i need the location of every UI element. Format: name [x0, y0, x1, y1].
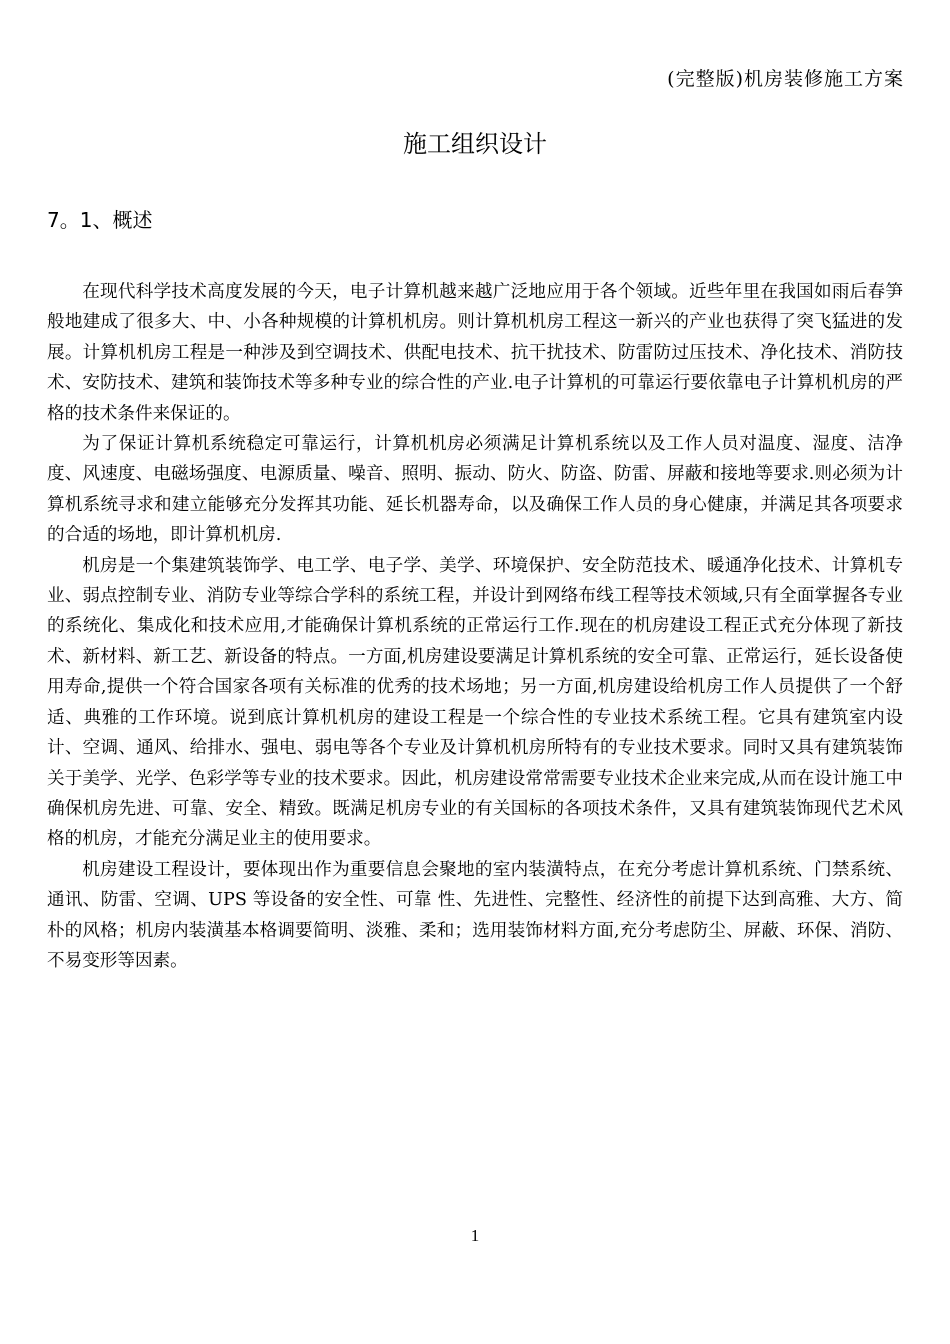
paragraph: 机房建设工程设计，要体现出作为重要信息会聚地的室内装潢特点，在充分考虑计算机系统、门禁系统、通讯、防雷、空调、UPS 等设备的安全性、可靠 性、先进性、完整性、经济性的前提下达到高雅、大方、简朴的风格；机房内装潢基本格调要简明、淡雅、柔和；选用装饰材料方面,充分考虑防尘、屏蔽、环保、消防、不易变形等因素。: [47, 859, 903, 971]
paragraph: 机房是一个集建筑装饰学、电工学、电子学、美学、环境保护、安全防范技术、暖通净化技术、计算机专业、弱点控制专业、消防专业等综合学科的系统工程，并设计到网络布线工程等技术领域,只有全面掌握各专业的系统化、集成化和技术应用,才能确保计算机系统的正常运行工作.现在的机房建设工程正式充分体现了新技术、新材料、新工艺、新设备的特点。一方面,机房建设要满足计算机系统的安全可靠、正常运行，延长设备使用寿命,提供一个符合国家各项有关标准的优秀的技术场地；另一方面,机房建设给机房工作人员提供了一个舒适、典雅的工作环境。说到底计算机机房的建设工程是一个综合性的专业技术系统工程。它具有建筑室内设计、空调、通风、给排水、强电、弱电等各个专业及计算机机房所特有的专业技术要求。同时又具有建筑装饰关于美学、光学、色彩学等专业的技术要求。因此，机房建设常常需要专业技术企业来完成,从而在设计施工中确保机房先进、可靠、安全、精致。既满足机房专业的有关国标的各项技术条件，又具有建筑装饰现代艺术风格的机房，才能充分满足业主的使用要求。: [47, 555, 903, 850]
body-text: [47, 277, 903, 976]
document-title: 施工组织设计: [403, 130, 547, 158]
paragraph: 为了保证计算机系统稳定可靠运行，计算机机房必须满足计算机系统以及工作人员对温度、湿度、洁净度、风速度、电磁场强度、电源质量、噪音、照明、振动、防火、防盗、防雷、屏蔽和接地等要求.则必须为计算机系统寻求和建立能够充分发挥其功能、延长机器寿命，以及确保工作人员的身心健康，并满足其各项要求的合适的场地，即计算机机房.: [47, 434, 903, 546]
paragraph: 在现代科学技术高度发展的今天，电子计算机越来越广泛地应用于各个领域。近些年里在我国如雨后春笋般地建成了很多大、中、小各种规模的计算机机房。则计算机机房工程这一新兴的产业也获得了突飞猛进的发展。计算机机房工程是一种涉及到空调技术、供配电技术、抗干扰技术、防雷防过压技术、净化技术、消防技术、安防技术、建筑和装饰技术等多种专业的综合性的产业.电子计算机的可靠运行要依靠电子计算机机房的严格的技术条件来保证的。: [47, 282, 903, 424]
page-number: 1: [470, 1226, 480, 1245]
section-heading: 7。1、概述: [47, 208, 153, 232]
running-header: (完整版)机房装修施工方案: [667, 68, 904, 90]
